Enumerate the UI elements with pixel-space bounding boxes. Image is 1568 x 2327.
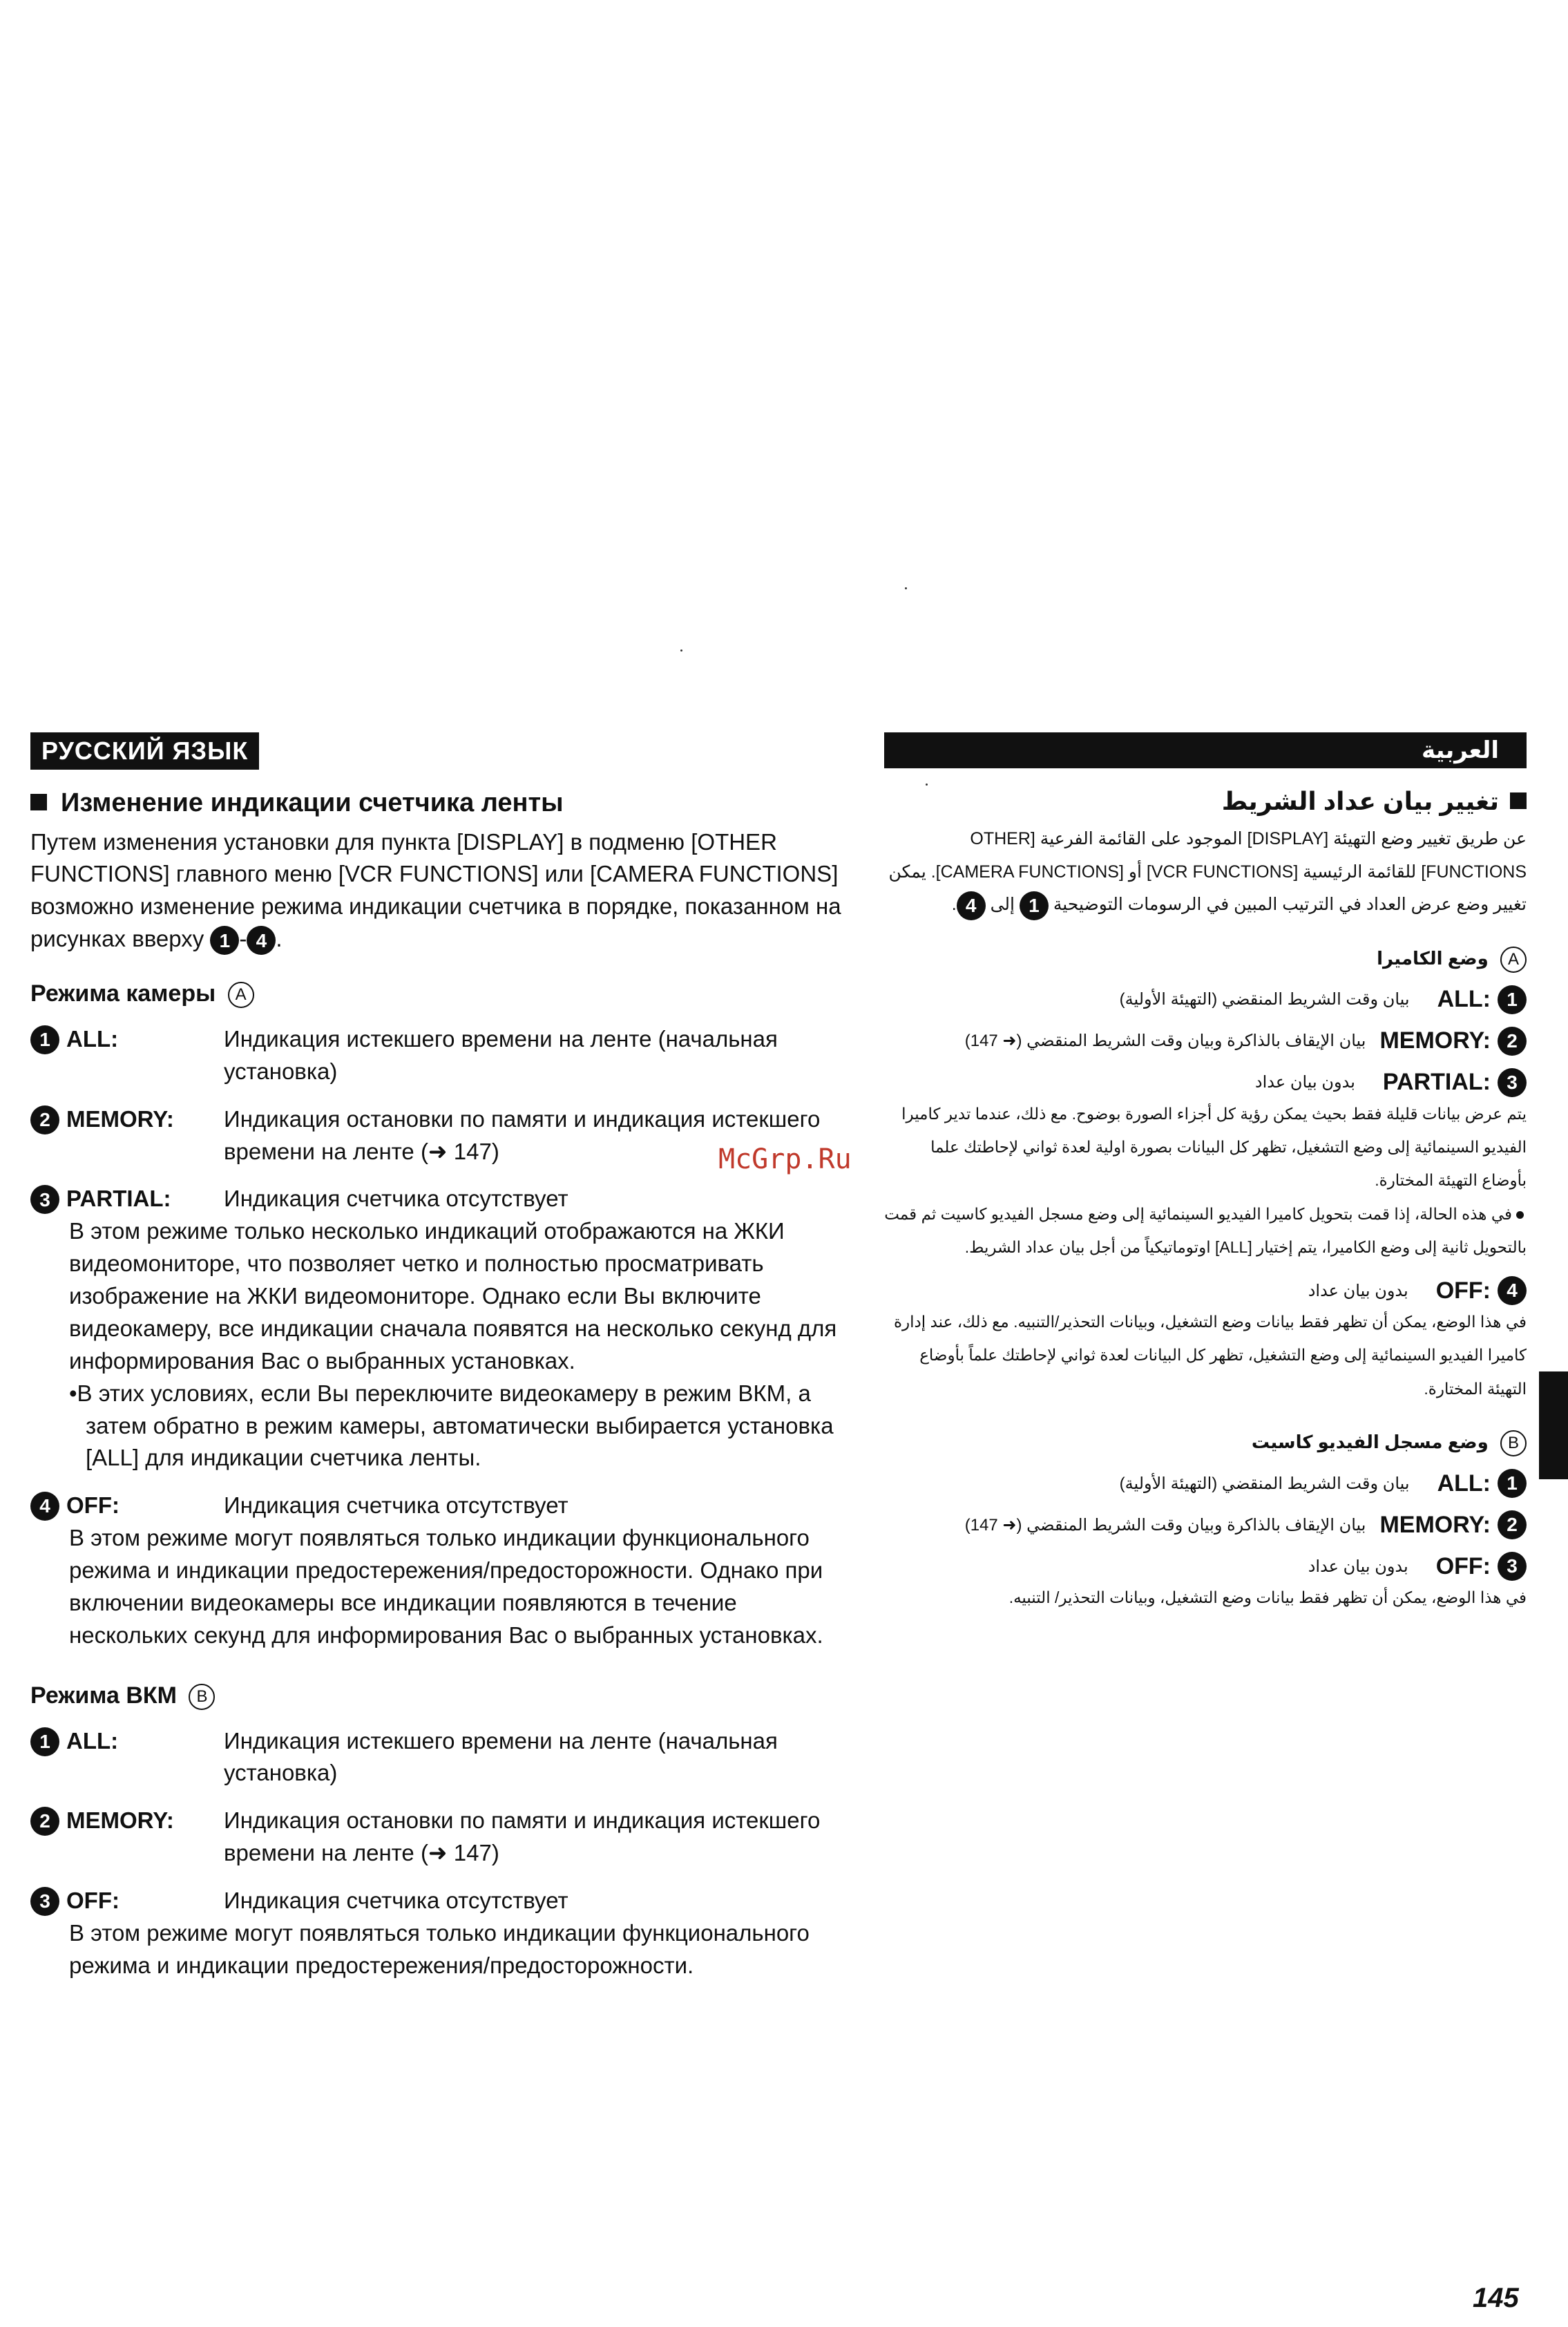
- item-label: ALL:: [1437, 986, 1491, 1013]
- item-label: MEMORY:: [66, 1105, 174, 1132]
- item-label: OFF:: [66, 1887, 119, 1913]
- ru-vcr-mode-heading: [30, 1682, 845, 1710]
- item-label: PARTIAL:: [66, 1186, 171, 1212]
- scan-speck: [905, 587, 907, 589]
- circled-a-icon: A: [1500, 947, 1527, 973]
- item-label: MEMORY:: [1379, 1027, 1491, 1054]
- number-icon: 3: [1498, 1068, 1527, 1097]
- number-icon: 4: [1498, 1276, 1527, 1305]
- ar-camera-item-partial: [884, 1068, 1527, 1264]
- range-separator: -: [239, 926, 247, 952]
- ar-title-text: تغيير بيان عداد الشريط: [1221, 787, 1499, 815]
- item-description: В этом режиме только несколько индикаций отображаются на ЖКИ видеомониторе, что позволяет четко и полностью просматривать изображение на ЖКИ видеомониторе. Однако если Вы включите видеокамеру, все индикации сначала появятся на несколько секунд для информирования Вас о выбранных установках.: [69, 1218, 837, 1374]
- ru-vcr-item-memory: [30, 1805, 845, 1870]
- ru-vcr-mode-heading-text: Режима ВКМ: [30, 1682, 177, 1709]
- ar-vcr-mode-heading: [884, 1430, 1527, 1456]
- number-icon: 1: [30, 1025, 59, 1054]
- ru-camera-mode-heading: [30, 980, 845, 1008]
- ar-vcr-mode-heading-text: وضع مسجل الفيديو كاسيت: [1251, 1431, 1489, 1452]
- number-icon: 1: [1498, 1469, 1527, 1498]
- item-description: يتم عرض بيانات قليلة فقط بحيث يمكن رؤية كل أجزاء الصورة بوضوح. مع ذلك، عندما تدير كاميرا الفيديو السينمائية إلى وضع التشغيل، تظهر كل البيانات بصورة اولية لعدة ثواني لإحاطتك علما بأوضاع التهيئة المختارة.: [901, 1104, 1527, 1190]
- number-1-icon: 1: [1020, 891, 1049, 920]
- ar-camera-item-off: [884, 1276, 1527, 1405]
- item-value: Индикация счетчика отсутствует: [224, 1492, 568, 1519]
- ru-title-text: Изменение индикации счетчика ленты: [61, 788, 564, 817]
- item-value: Индикация истекшего времени на ленте (начальная установка): [224, 1026, 778, 1084]
- item-value: Индикация истекшего времени на ленте (начальная установка): [224, 1727, 778, 1786]
- item-description: В этом режиме могут появляться только индикации функционального режима и индикации предостережения/предосторожности.: [69, 1919, 810, 1978]
- ar-camera-mode-heading: [884, 947, 1527, 973]
- ru-intro: Путем изменения установки для пункта [DISPLAY] в подменю [OTHER FUNCTIONS] главного меню [VCR FUNCTIONS] или [CAMERA FUNCTIONS] возможно изменение режима индикации счетчика в порядке, показанном на рисунках вверху 1 - 4 .: [30, 826, 845, 956]
- circled-a-icon: A: [228, 982, 254, 1008]
- ru-vcr-item-off: [30, 1885, 845, 1982]
- item-value: بيان الإيقاف بالذاكرة وبيان وقت الشريط المنقضي (➜ 147): [964, 1515, 1366, 1535]
- ar-intro: عن طريق تغيير وضع التهيئة [DISPLAY] الموجود على القائمة الفرعية [OTHER FUNCTIONS] للقائمة الرئيسية [VCR FUNCTIONS] أو [CAMERA FUNCTIONS]. يمكن تغيير وضع عرض العداد في الترتيب المبين في الرسومات التوضيحية 1 إلى 4.: [884, 823, 1527, 922]
- bullet-dot-icon: [1516, 1211, 1524, 1219]
- number-icon: 3: [1498, 1552, 1527, 1581]
- item-description: في هذا الوضع، يمكن أن تظهر فقط بيانات وضع التشغيل، وبيانات التحذير/التنبيه. مع ذلك، عند إدارة كاميرا الفيديو السينمائية إلى وضع التشغيل، تظهر كل البيانات لعدة ثواني لإحاطتك علماً بأوضاع التهيئة المختارة.: [894, 1313, 1527, 1398]
- arabic-column: [884, 732, 1527, 1621]
- number-icon: 1: [1498, 985, 1527, 1014]
- number-icon: 2: [30, 1105, 59, 1134]
- ar-vcr-item-memory: [884, 1510, 1527, 1539]
- number-4-icon: 4: [957, 891, 986, 920]
- number-1-icon: 1: [210, 926, 239, 955]
- ru-camera-item-off: [30, 1490, 845, 1651]
- number-icon: 2: [1498, 1027, 1527, 1056]
- item-value: بيان وقت الشريط المنقضي (التهيئة الأولية): [1119, 1474, 1410, 1493]
- ar-vcr-item-all: [884, 1469, 1527, 1498]
- item-value: بيان وقت الشريط المنقضي (التهيئة الأولية): [1119, 990, 1410, 1009]
- square-bullet-icon: [30, 794, 47, 810]
- ar-camera-mode-heading-text: وضع الكاميرا: [1377, 947, 1489, 969]
- number-icon: 1: [30, 1727, 59, 1756]
- item-label: ALL:: [66, 1026, 119, 1052]
- item-value: بيان الإيقاف بالذاكرة وبيان وقت الشريط المنقضي (➜ 147): [964, 1032, 1366, 1051]
- item-value: Индикация остановки по памяти и индикация истекшего времени на ленте (➜ 147): [224, 1105, 821, 1164]
- ar-intro-text: عن طريق تغيير وضع التهيئة [DISPLAY] الموجود على القائمة الفرعية [OTHER FUNCTIONS] للقائمة الرئيسية [VCR FUNCTIONS] أو [CAMERA FUNCTIONS]. يمكن تغيير وضع عرض العداد في الترتيب المبين في الرسومات التوضيحية: [888, 829, 1527, 915]
- page-number: 145: [1473, 2283, 1519, 2313]
- item-bullet-text: في هذه الحالة، إذا قمت بتحويل كاميرا الفيديو السينمائية إلى وضع مسجل الفيديو كاسيت ثم قمت بالتحويل ثانية إلى وضع الكاميرا، يتم إختيار [ALL] اوتوماتيكياً من أجل بيان عداد الشريط.: [884, 1204, 1527, 1256]
- number-4-icon: 4: [247, 926, 276, 955]
- number-icon: 4: [30, 1492, 59, 1521]
- scan-speck: [680, 649, 682, 652]
- russian-column: [30, 732, 845, 1993]
- number-icon: 2: [1498, 1510, 1527, 1539]
- item-description: В этом режиме могут появляться только индикации функционального режима и индикации предостережения/предосторожности. Однако при включении видеокамеры все индикации появляются в течение нескольких секунд для информирования Вас о выбранных установках.: [69, 1525, 823, 1648]
- number-icon: 3: [30, 1185, 59, 1214]
- ru-camera-mode-heading-text: Режима камеры: [30, 980, 216, 1007]
- item-label: ALL:: [1437, 1470, 1491, 1497]
- number-icon: 3: [30, 1887, 59, 1916]
- side-thumb-tab: [1539, 1371, 1568, 1479]
- item-bullet-note: [884, 1197, 1527, 1264]
- ar-intro-to: إلى: [990, 895, 1015, 915]
- item-value: بدون بيان عداد: [1254, 1073, 1355, 1092]
- ru-camera-item-partial: [30, 1183, 845, 1474]
- arabic-language-tab: العربية: [884, 732, 1527, 768]
- item-value: Индикация счетчика отсутствует: [224, 1887, 568, 1913]
- circled-b-icon: B: [1500, 1430, 1527, 1456]
- item-description: في هذا الوضع، يمكن أن تظهر فقط بيانات وضع التشغيل، وبيانات التحذير/ التنبيه.: [1008, 1588, 1527, 1607]
- item-label: OFF:: [1435, 1277, 1491, 1304]
- item-value: بدون بيان عداد: [1308, 1557, 1408, 1576]
- ar-camera-item-all: [884, 985, 1527, 1014]
- item-label: ALL:: [66, 1727, 119, 1754]
- item-value: بدون بيان عداد: [1308, 1281, 1408, 1300]
- ar-section-title: [884, 786, 1527, 816]
- item-bullet-note: •В этих условиях, если Вы переключите видеокамеру в режим ВКМ, а затем обратно в режим камеры, автоматически выбирается установка [ALL] для индикации счетчика ленты.: [69, 1380, 834, 1471]
- item-value: Индикация остановки по памяти и индикация истекшего времени на ленте (➜ 147): [224, 1807, 821, 1866]
- russian-language-tab: РУССКИЙ ЯЗЫК: [30, 732, 259, 770]
- item-label: OFF:: [66, 1492, 119, 1519]
- circled-b-icon: B: [189, 1684, 215, 1710]
- ru-vcr-item-all: [30, 1725, 845, 1790]
- ru-section-title: [30, 788, 845, 819]
- item-value: Индикация счетчика отсутствует: [224, 1186, 568, 1212]
- item-label: PARTIAL:: [1382, 1069, 1491, 1096]
- ru-intro-text: Путем изменения установки для пункта [DISPLAY] в подменю [OTHER FUNCTIONS] главного меню [VCR FUNCTIONS] или [CAMERA FUNCTIONS] возможно изменение режима индикации счетчика в порядке, показанном на рисунках вверху: [30, 828, 841, 952]
- ar-camera-item-memory: [884, 1027, 1527, 1056]
- watermark: McGrp.Ru: [718, 1143, 852, 1175]
- ar-vcr-item-off: [884, 1552, 1527, 1614]
- ru-camera-item-all: [30, 1023, 845, 1088]
- number-icon: 2: [30, 1807, 59, 1836]
- square-bullet-icon: [1510, 792, 1527, 809]
- item-label: MEMORY:: [1379, 1511, 1491, 1538]
- item-label: OFF:: [1435, 1552, 1491, 1579]
- item-label: MEMORY:: [66, 1807, 174, 1834]
